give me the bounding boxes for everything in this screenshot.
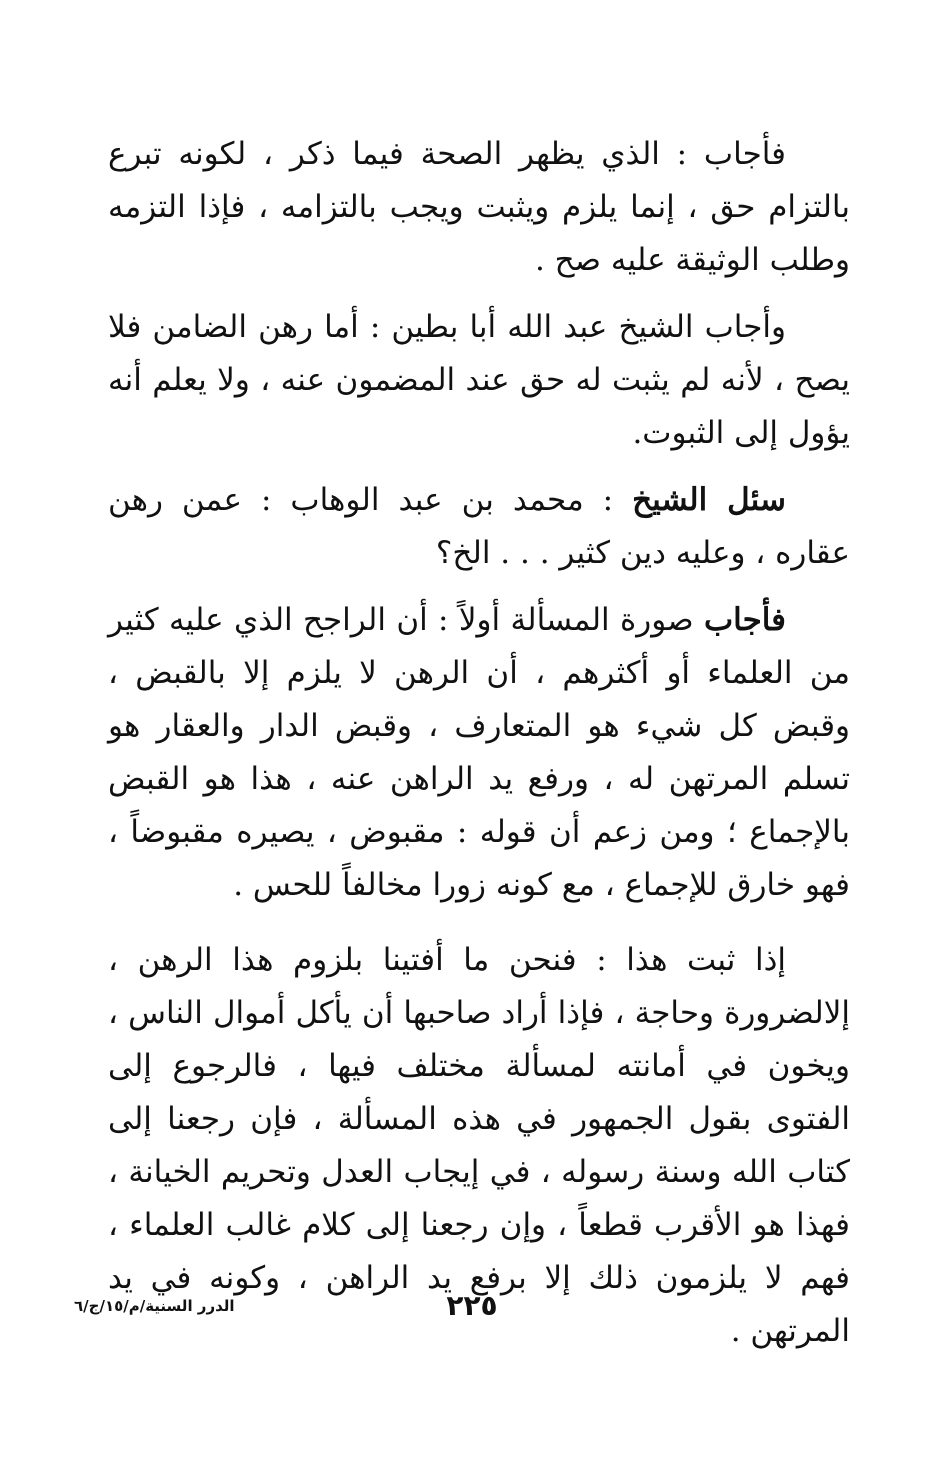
page-body — [108, 128, 850, 1372]
paragraph-2 — [108, 301, 850, 460]
page-footer — [0, 1288, 944, 1328]
paragraph-3-text: : محمد بن عبد الوهاب : عمن رهن عقاره ، وعليه دين كثير . . . الخ؟ — [108, 482, 850, 571]
paragraph-1 — [108, 128, 850, 287]
page-number: ٢٢٥ — [446, 1289, 498, 1322]
paragraph-4-lead: فأجاب — [703, 602, 786, 638]
book-reference: الدرر السنية/م/١٥/ج/٦ — [74, 1297, 235, 1315]
paragraph-2-text: وأجاب الشيخ عبد الله أبا بطين : أما رهن الضامن فلا يصح ، لأنه لم يثبت له حق عند المضمون عنه ، ولا يعلم أنه يؤول إلى الثبوت. — [108, 309, 850, 451]
paragraph-1-text: فأجاب : الذي يظهر الصحة فيما ذكر ، لكونه تبرع بالتزام حق ، إنما يلزم ويثبت ويجب بالتزامه ، فإذا التزمه وطلب الوثيقة عليه صح . — [108, 136, 850, 278]
paragraph-5-text: إذا ثبت هذا : فنحن ما أفتينا بلزوم هذا الرهن ، إلالضرورة وحاجة ، فإذا أراد صاحبها أن يأكل أموال الناس ، ويخون في أمانته لمسألة مختلف فيها ، فالرجوع إلى الفتوى بقول الجمهور في هذه المسألة ، فإن رجعنا إلى كتاب الله وسنة رسوله ، في إيجاب العدل وتحريم الخيانة ، فهذا هو الأقرب قطعاً ، وإن رجعنا إلى كلام غالب العلماء ، فهم لا يلزمون ذلك إلا برفع يد الراهن ، وكونه في يد المرتهن . — [108, 942, 850, 1349]
paragraph-4-text: صورة المسألة أولاً : أن الراجح الذي عليه كثير من العلماء أو أكثرهم ، أن الرهن لا يلزم إلا بالقبض ، وقبض كل شيء هو المتعارف ، وقبض الدار والعقار هو تسلم المرتهن له ، ورفع يد الراهن عنه ، هذا هو القبض بالإجماع ؛ ومن زعم أن قوله : مقبوض ، يصيره مقبوضاً ، فهو خارق للإجماع ، مع كونه زورا مخالفاً للحس . — [108, 602, 850, 903]
paragraph-3-lead: سئل الشيخ — [632, 482, 786, 518]
paragraph-3 — [108, 474, 850, 580]
paragraph-4 — [108, 594, 850, 912]
